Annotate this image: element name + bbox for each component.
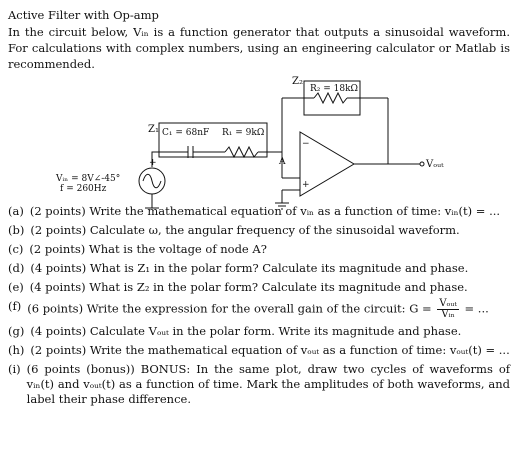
source-plus: + xyxy=(149,158,157,168)
question-label: (e) xyxy=(8,280,24,294)
question-list xyxy=(8,204,510,411)
question-label: (h) xyxy=(8,343,25,357)
question-text: (4 points) What is Z₁ in the polar form? Calculate its magnitude and phase. xyxy=(30,261,469,275)
question-label: (d) xyxy=(8,261,25,275)
question-text: (2 points) Write the mathematical equation of vᵢₙ as a function of time: vᵢₙ(t) = ... xyxy=(29,204,501,218)
question-label: (b) xyxy=(8,223,25,237)
node-a-label: A xyxy=(279,157,286,167)
question-text: (6 points) Write the expression for the overall gain of the circuit: G = xyxy=(27,301,432,316)
question-g xyxy=(8,324,510,339)
r2-label: R₂ = 18kΩ xyxy=(310,84,359,94)
question-label: (a) xyxy=(8,204,24,218)
fraction-numerator: Vₒᵤₜ xyxy=(439,298,457,309)
question-f xyxy=(8,299,510,320)
z1-label: Z₁ xyxy=(148,124,159,135)
question-c xyxy=(8,242,510,257)
sine-wave-icon xyxy=(143,174,161,188)
question-label: (i) xyxy=(8,362,21,376)
intro-paragraph: In the circuit below, Vᵢₙ is a function generator that outputs a sinusoidal waveform. For calculations with complex numbers, using an engineering calculator or Matlab is recommended. xyxy=(8,25,510,71)
question-label: (f) xyxy=(8,299,22,313)
question-b xyxy=(8,223,510,238)
opamp-plus: + xyxy=(302,180,310,190)
r1-label: R₁ = 9kΩ xyxy=(222,128,265,138)
question-d xyxy=(8,261,510,276)
resistor-r1-symbol xyxy=(225,147,258,157)
question-tail: = ... xyxy=(464,301,489,316)
fraction-denominator: Vᵢₙ xyxy=(441,309,455,320)
source-frequency-label: f = 260Hz xyxy=(60,184,107,194)
circuit-diagram xyxy=(0,70,518,210)
source-voltage-label: Vᵢₙ = 8V∠-45° xyxy=(56,174,121,184)
z2-label: Z₂ xyxy=(292,76,303,87)
question-text: (2 points) What is the voltage of node A? xyxy=(29,242,267,256)
opamp-minus: − xyxy=(302,139,310,149)
question-text: (6 points (bonus)) BONUS: In the same plot, draw two cycles of waveforms of vᵢₙ(t) and vₒᵤₜ(t) as a function of time. Mark the amplitudes of both waveforms, and label their phase difference. xyxy=(26,362,510,406)
question-h xyxy=(8,343,510,358)
question-text: (4 points) What is Z₂ in the polar form? Calculate its magnitude and phase. xyxy=(29,280,468,294)
gain-fraction xyxy=(437,299,459,320)
vout-terminal xyxy=(420,162,424,166)
question-label: (g) xyxy=(8,324,25,338)
question-label: (c) xyxy=(8,242,24,256)
question-text: (2 points) Write the mathematical equation of vₒᵤₜ as a function of time: vₒᵤₜ(t) = ... xyxy=(30,343,510,357)
question-a xyxy=(8,204,510,219)
page-title: Active Filter with Op-amp xyxy=(8,8,159,22)
question-text: (2 points) Calculate ω, the angular frequency of the sinusoidal waveform. xyxy=(30,223,460,237)
resistor-r2-symbol xyxy=(314,93,347,103)
question-i xyxy=(8,362,510,407)
vout-label: Vₒᵤₜ xyxy=(426,159,444,170)
c1-label: C₁ = 68nF xyxy=(162,128,210,138)
question-e xyxy=(8,280,510,295)
question-text: (4 points) Calculate Vₒᵤₜ in the polar form. Write its magnitude and phase. xyxy=(30,324,462,338)
